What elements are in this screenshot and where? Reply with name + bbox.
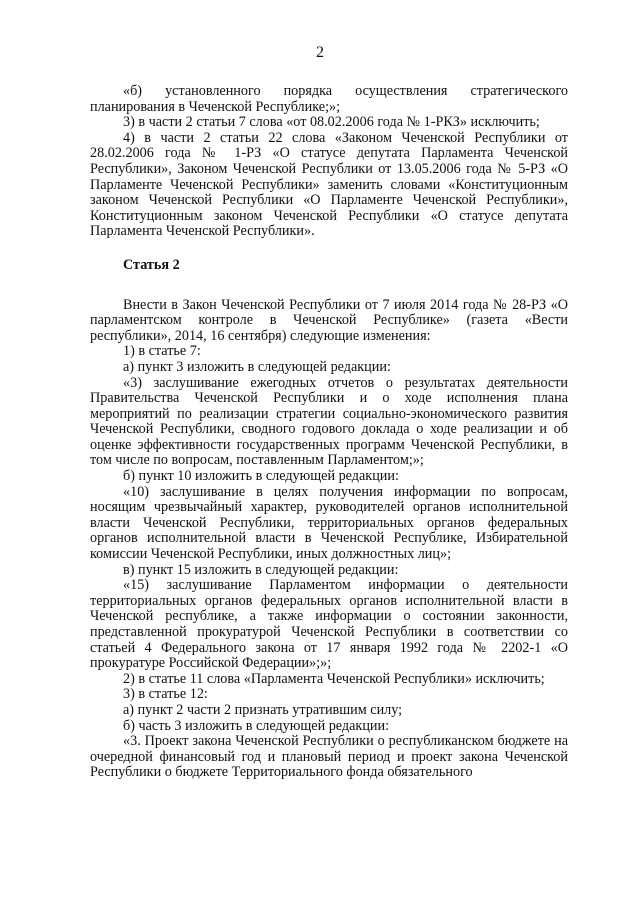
paragraph: в) пункт 15 изложить в следующей редакции: — [123, 561, 399, 578]
paragraph: 4) в части 2 статьи 22 слова «Законом Чеченской Республики от 28.02.2006 года № 1-РЗ «О статусе депутата Парламента Чеченской Республики», Законом Чеченской Республики от 13.05.2006 года № 5-РЗ «О Парламенте Чеченской Республики» заменить словами «Конституционным законом Чеченской Республики «О Парламенте Чеченской Республики», Конституционным законом Чеченской Республики «О статусе депутата Парламента Чеченской Республики». — [90, 129, 568, 240]
paragraph: Внести в Закон Чеченской Республики от 7 июля 2014 года № 28-РЗ «О парламентском контроле в Чеченской Республике» (газета «Вести республики», 2014, 16 сентября) следующие изменения: — [90, 296, 568, 344]
document-body — [90, 84, 568, 781]
paragraph: 2) в статье 11 слова «Парламента Чеченской Республики» исключить; — [123, 670, 545, 687]
paragraph: «3) заслушивание ежегодных отчетов о результатах деятельности Правительства Чеченской Республики и о ходе исполнения плана мероприятий по реализации стратегии социально-экономического развития Чеченской Республики, сводного годового доклада о ходе реализации и об оценке эффективности государственных программ Чеченской Республики, в том числе по вопросам, поставленным Парламентом;»; — [90, 374, 568, 469]
paragraph: 1) в статье 7: — [123, 343, 201, 360]
article-heading: Статья 2 — [123, 256, 180, 273]
paragraph: «б) установленного порядка осуществления стратегического планирования в Чеченской Республике;»; — [90, 83, 568, 115]
paragraph: б) часть 3 изложить в следующей редакции: — [123, 717, 390, 734]
paragraph: а) пункт 3 изложить в следующей редакции: — [123, 358, 391, 375]
paragraph: 3) в части 2 статьи 7 слова «от 08.02.2006 года № 1-РКЗ» исключить; — [123, 114, 540, 131]
page-number: 2 — [316, 44, 324, 61]
paragraph: б) пункт 10 изложить в следующей редакции: — [123, 468, 399, 485]
paragraph: «15) заслушивание Парламентом информации о деятельности территориальных органов федеральных органов исполнительной власти в Чеченской республике, а также информации о состоянии законности, представленной прокуратурой Чеченской Республики в соответствии со статьей 4 Федерального закона от 17 января 1992 года № 2202-1 «О прокуратуре Российской Федерации»;»; — [90, 577, 568, 672]
paragraph: «3. Проект закона Чеченской Республики о республиканском бюджете на очередной финансовый год и плановый период и проект закона Чеченской Республики о бюджете Территориального фонда обязательного — [90, 733, 568, 781]
paragraph: 3) в статье 12: — [123, 686, 208, 703]
paragraph: «10) заслушивание в целях получения информации по вопросам, носящим чрезвычайный характер, руководителей органов исполнительной власти Чеченской Республики, территориальных органов федеральных органов исполнительной власти в Чеченской Республике, Избирательной комиссии Чеченской Республики, иных должностных лиц»; — [90, 483, 568, 563]
paragraph: а) пункт 2 части 2 признать утратившим силу; — [123, 701, 403, 718]
